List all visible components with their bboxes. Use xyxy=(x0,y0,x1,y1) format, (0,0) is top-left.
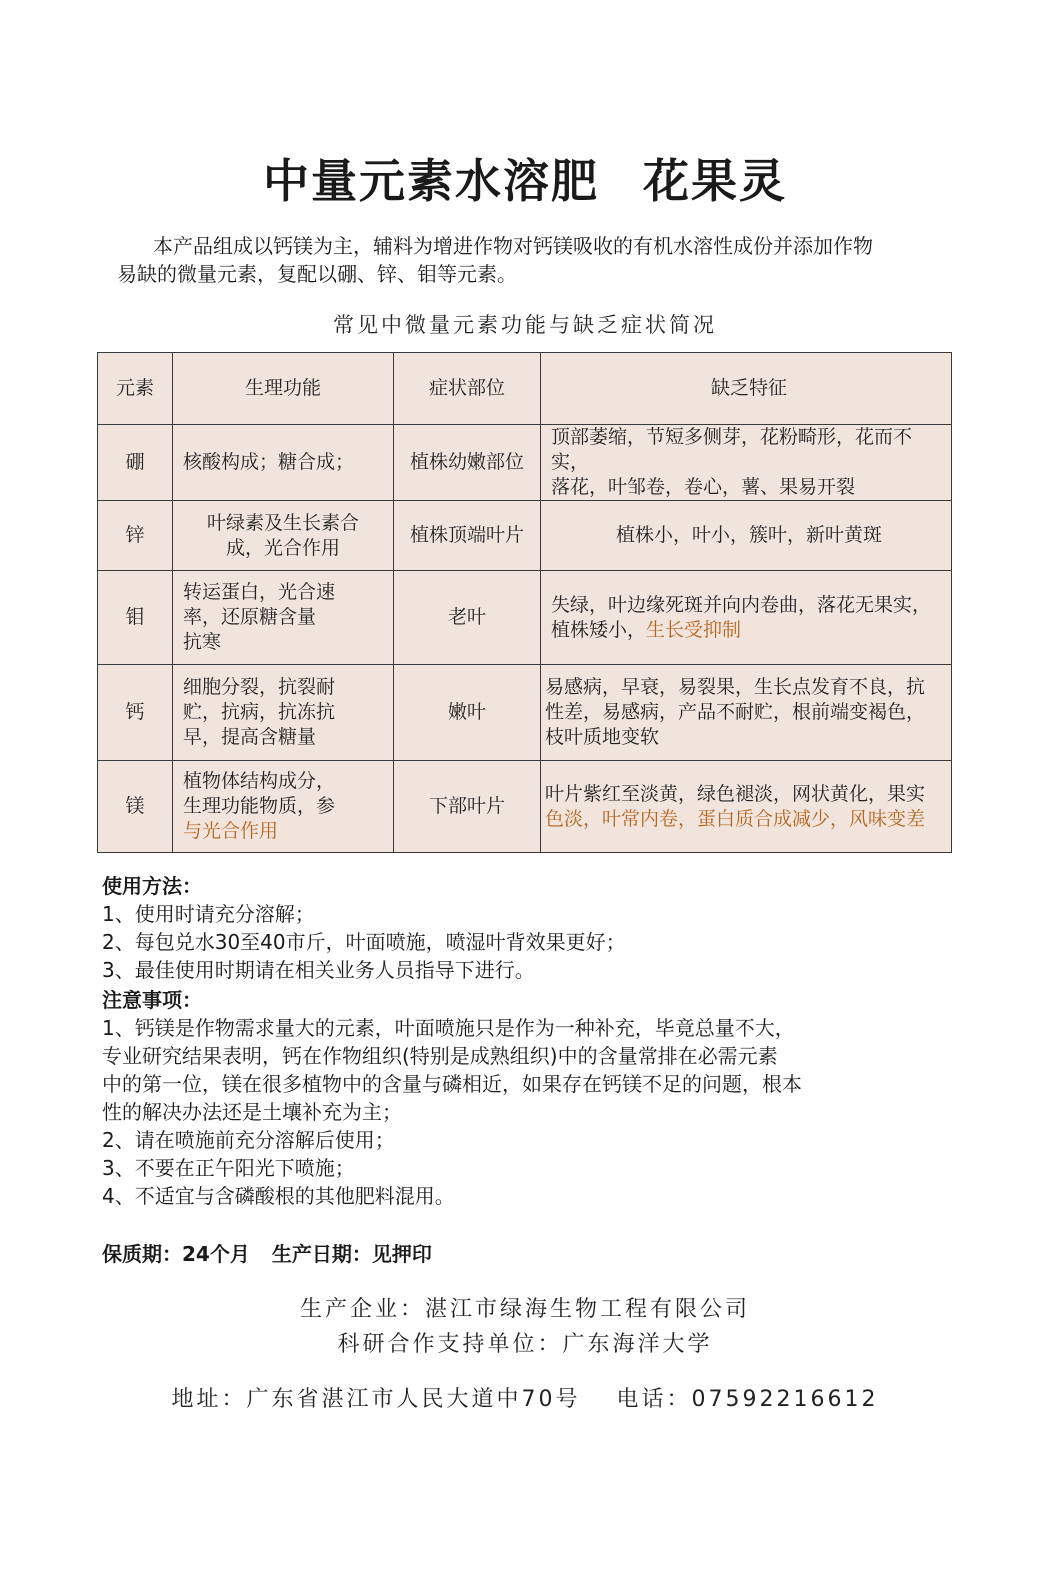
usage-heading: 使用方法： xyxy=(102,874,202,898)
production-date: 生产日期：见押印 xyxy=(271,1242,432,1266)
function-line: 核酸构成；糖合成； xyxy=(183,451,355,473)
header-site: 症状部位 xyxy=(394,353,541,425)
cell-symptom xyxy=(541,501,952,571)
shelf-life: 保质期：24个月 xyxy=(102,1242,250,1266)
function-line: 率，还原糖含量 xyxy=(183,606,317,628)
symptom-line: 失绿，叶边缘死斑并向内卷曲，落花无果实， xyxy=(551,593,932,616)
title-product-type: 中量元素水溶肥 xyxy=(263,154,599,208)
function-line: 抗寒 xyxy=(183,631,222,653)
symptom-line: 植株矮小， xyxy=(551,618,647,641)
symptom-highlight: 色淡，叶常内卷，蛋白质合成减少，风味变差 xyxy=(545,807,926,830)
header-element: 元素 xyxy=(98,353,173,425)
header-symptom: 缺乏特征 xyxy=(541,353,952,425)
cell-symptom xyxy=(541,665,952,761)
table-caption: 常见中微量元素功能与缺乏症状简况 xyxy=(333,313,717,337)
function-line: 植物体结构成分， xyxy=(183,770,336,792)
notes-item: 2、请在喷施前充分溶解后使用； xyxy=(102,1128,395,1152)
title-product-name: 花果灵 xyxy=(643,154,787,208)
cell-function xyxy=(173,501,394,571)
cell-symptom xyxy=(541,571,952,665)
symptom-line: 性差，易感病，产品不耐贮，根前端变褐色， xyxy=(545,701,926,723)
address: 地址：广东省湛江市人民大道中70号 xyxy=(171,1387,581,1412)
intro-line-2: 易缺的微量元素，复配以硼、锌、钼等元素。 xyxy=(117,262,517,286)
table-row-molybdenum xyxy=(98,571,952,665)
notes-item: 1、钙镁是作物需求量大的元素，叶面喷施只是作为一种补充，毕竟总量不大， xyxy=(102,1016,795,1040)
notes-section xyxy=(102,986,932,1210)
cell-element: 钼 xyxy=(98,571,173,665)
function-line: 早，提高含糖量 xyxy=(183,726,317,748)
cell-element: 钙 xyxy=(98,665,173,761)
cell-element: 硼 xyxy=(98,425,173,501)
cell-function xyxy=(173,571,394,665)
phone: 电话：07592216612 xyxy=(616,1387,879,1412)
symptom-highlight: 生长受抑制 xyxy=(646,618,742,641)
manufacturer: 生产企业：湛江市绿海生物工程有限公司 xyxy=(299,1297,750,1322)
usage-item: 1、使用时请充分溶解； xyxy=(102,902,315,926)
notes-item: 中的第一位，镁在很多植物中的含量与磷相近，如果存在钙镁不足的问题，根本 xyxy=(102,1072,802,1096)
function-line: 细胞分裂，抗裂耐 xyxy=(183,676,336,698)
notes-item: 专业研究结果表明，钙在作物组织(特别是成熟组织)中的含量常排在必需元素 xyxy=(102,1044,778,1068)
usage-section xyxy=(102,872,932,984)
function-highlight: 与光合作用 xyxy=(183,820,279,842)
cell-site: 嫩叶 xyxy=(394,665,541,761)
function-line: 转运蛋白，光合速 xyxy=(183,581,336,603)
function-line: 叶绿素及生长素合 xyxy=(206,511,359,534)
function-line: 贮，抗病，抗冻抗 xyxy=(183,701,336,723)
notes-item: 4、不适宜与含磷酸根的其他肥料混用。 xyxy=(102,1184,455,1208)
table-row-zinc xyxy=(98,501,952,571)
function-line: 生理功能物质，参 xyxy=(183,795,336,817)
intro-paragraph xyxy=(117,232,937,288)
document-title xyxy=(0,150,1050,212)
cell-element: 镁 xyxy=(98,761,173,853)
table-row-magnesium xyxy=(98,761,952,853)
research-partner: 科研合作支持单位：广东海洋大学 xyxy=(337,1332,713,1357)
cell-function xyxy=(173,425,394,501)
symptom-line: 易感病，早衰，易裂果，生长点发育不良，抗 xyxy=(545,676,926,698)
symptom-line: 落花，叶邹卷，卷心，薯、果易开裂 xyxy=(551,476,856,498)
symptom-line: 叶片紫红至淡黄，绿色褪淡，网状黄化，果实 xyxy=(545,782,926,805)
table-row-calcium xyxy=(98,665,952,761)
element-table xyxy=(97,352,952,853)
cell-symptom xyxy=(541,761,952,853)
cell-site: 下部叶片 xyxy=(394,761,541,853)
symptom-line: 顶部萎缩，节短多侧芽，花粉畸形，花而不实， xyxy=(551,426,913,473)
cell-function xyxy=(173,761,394,853)
usage-item: 3、最佳使用时期请在相关业务人员指导下进行。 xyxy=(102,958,535,982)
cell-element: 锌 xyxy=(98,501,173,571)
notes-item: 3、不要在正午阳光下喷施； xyxy=(102,1156,355,1180)
cell-site: 老叶 xyxy=(394,571,541,665)
cell-site: 植株幼嫩部位 xyxy=(394,425,541,501)
intro-line-1: 本产品组成以钙镁为主，辅料为增进作物对钙镁吸收的有机水溶性成份并添加作物 xyxy=(153,234,873,258)
contact-line xyxy=(0,1384,1050,1416)
header-function: 生理功能 xyxy=(173,353,394,425)
notes-item: 性的解决办法还是土壤补充为主； xyxy=(102,1100,402,1124)
notes-heading: 注意事项： xyxy=(102,988,202,1012)
table-header-row xyxy=(98,353,952,425)
symptom-line: 枝叶质地变软 xyxy=(545,726,660,748)
shelf-life-line xyxy=(102,1240,432,1268)
cell-symptom xyxy=(541,425,952,501)
table-row-boron xyxy=(98,425,952,501)
cell-function xyxy=(173,665,394,761)
usage-item: 2、每包兑水30至40市斤，叶面喷施，喷湿叶背效果更好； xyxy=(102,930,626,954)
function-line: 成，光合作用 xyxy=(225,536,340,559)
symptom-line: 植株小，叶小，簇叶，新叶黄斑 xyxy=(615,524,882,546)
cell-site: 植株顶端叶片 xyxy=(394,501,541,571)
